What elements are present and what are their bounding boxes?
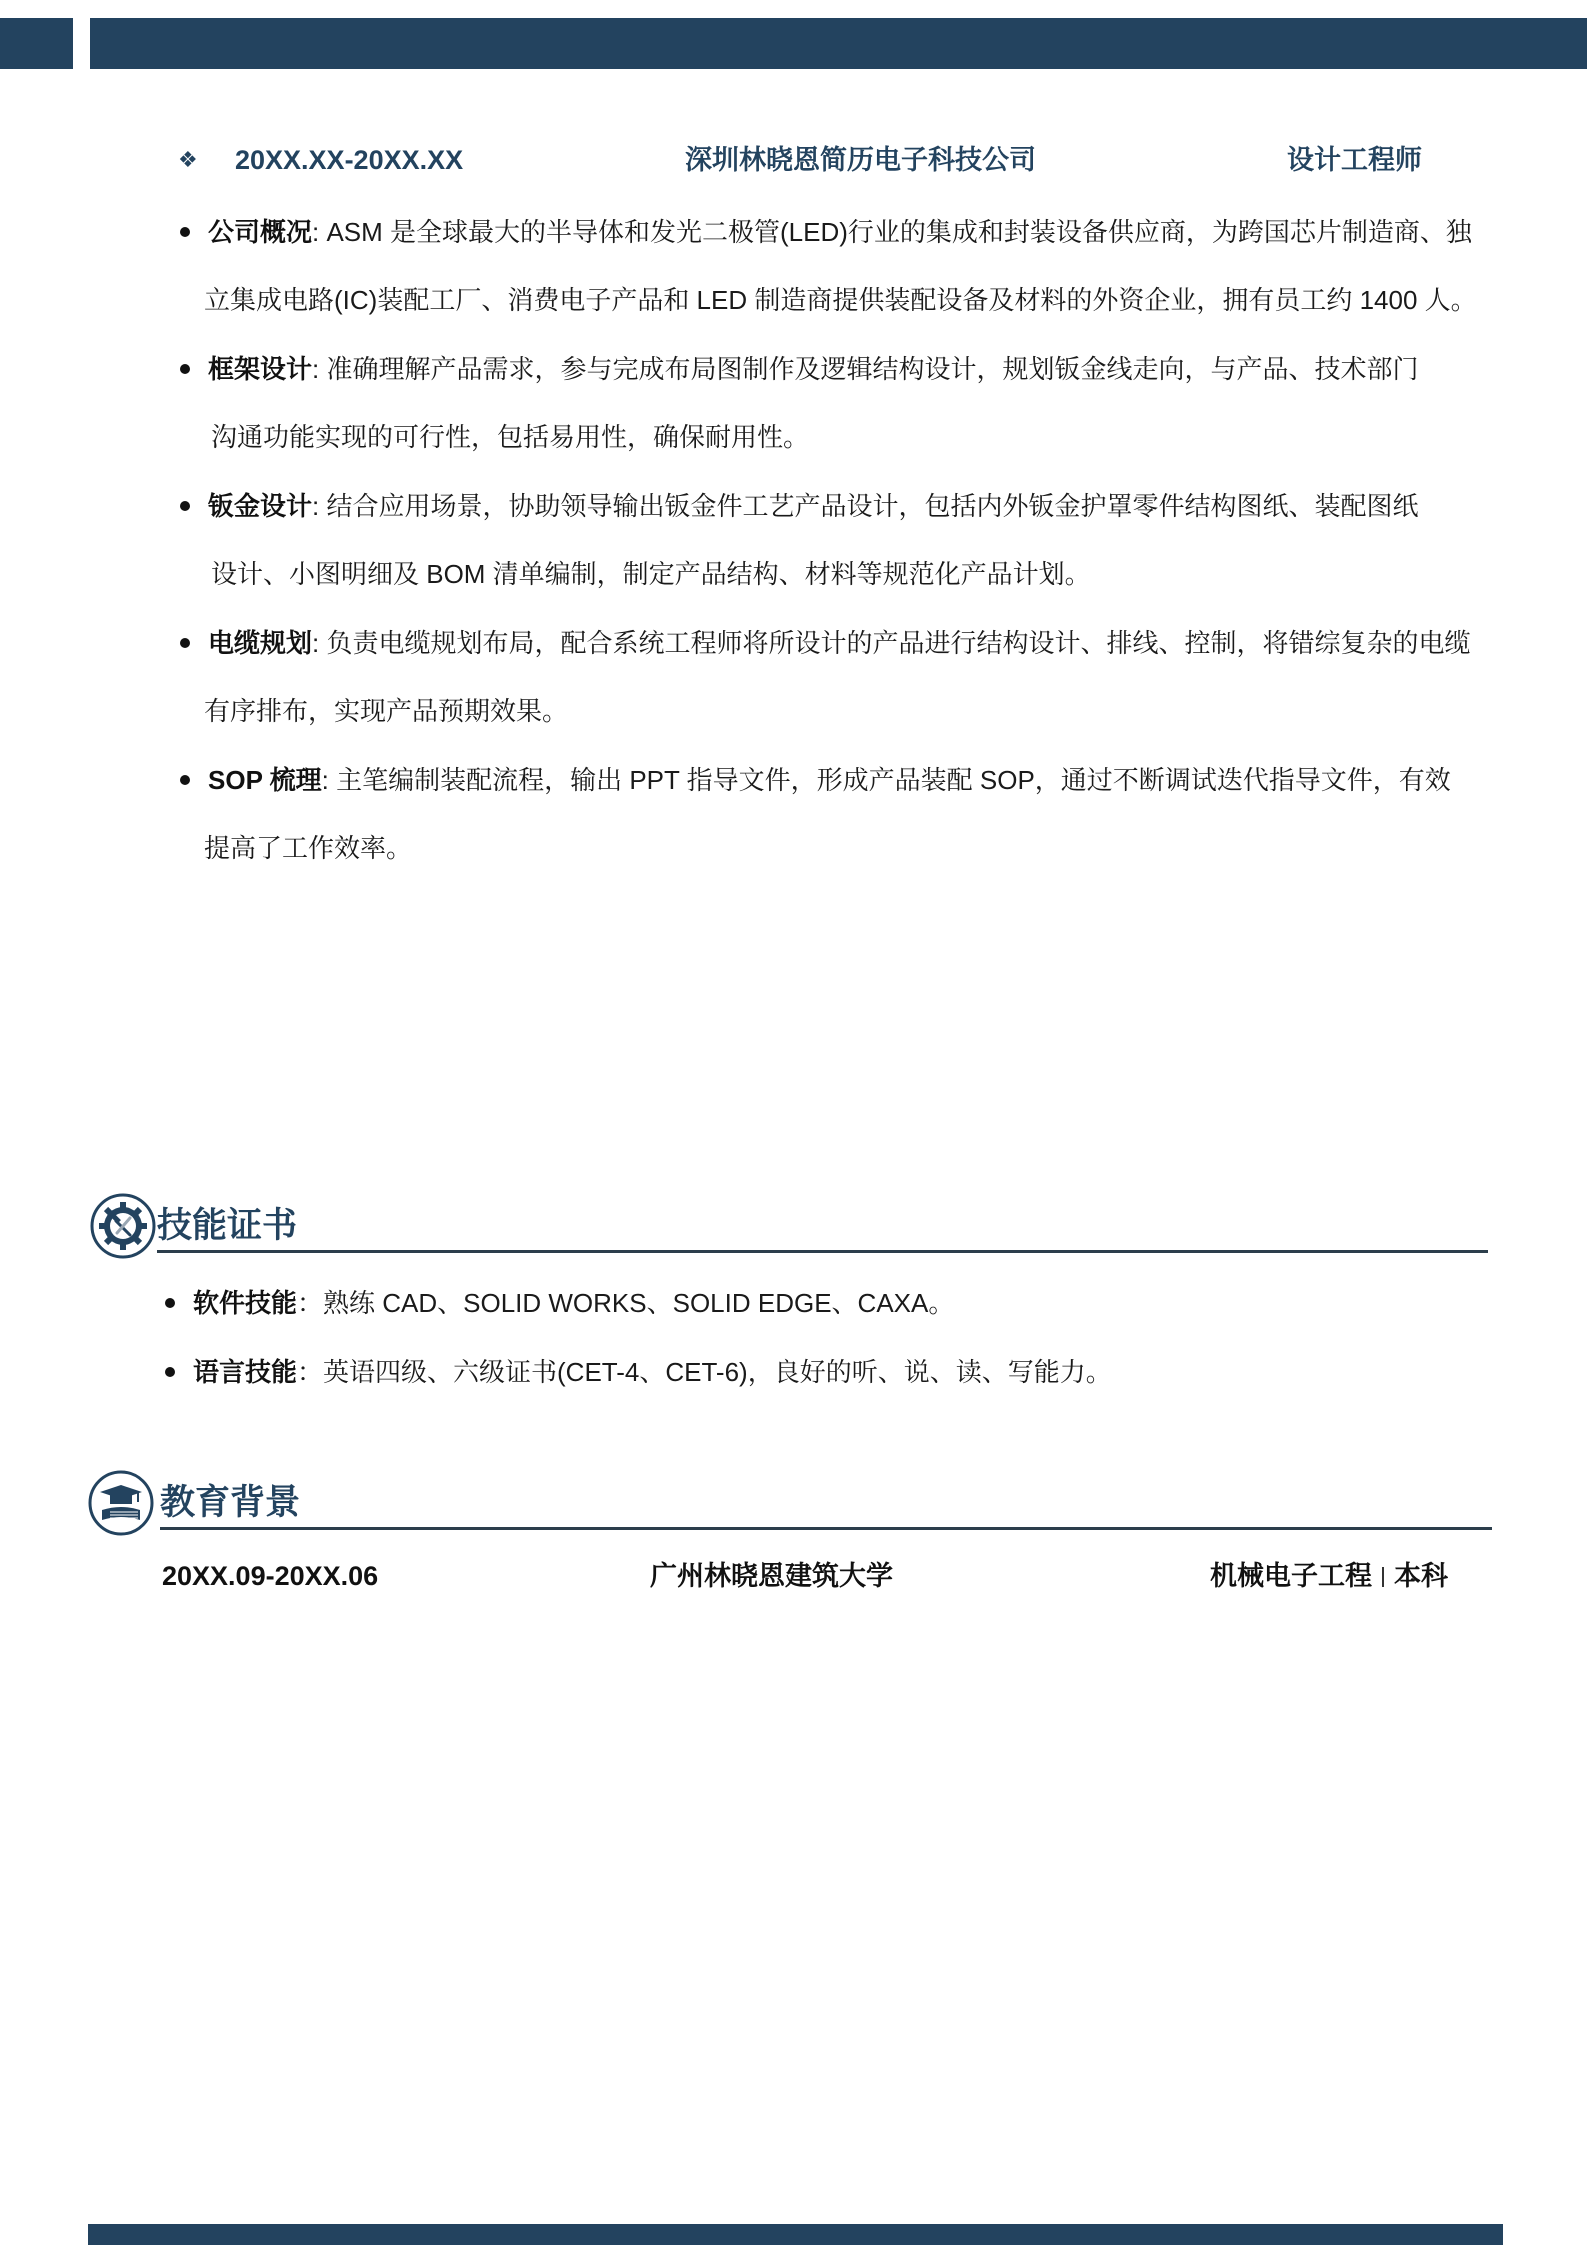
footer-bar bbox=[88, 2224, 1503, 2245]
list-item bbox=[208, 349, 1418, 389]
education-row bbox=[0, 1556, 1587, 1596]
section-divider bbox=[160, 1527, 1492, 1530]
education-degree: 本科 bbox=[1394, 1561, 1448, 1591]
skill-text: ：熟练 CAD、SOLID WORKS、SOLID EDGE、CAXA。 bbox=[297, 1288, 955, 1318]
section-title-skills: 技能证书 bbox=[157, 1206, 298, 1245]
item-text: : 负责电缆规划布局，配合系统工程师将所设计的产品进行结构设计、排线、控制，将错综复杂的电缆 bbox=[312, 628, 1471, 658]
skill-label: 软件技能 bbox=[193, 1288, 298, 1318]
item-text: : 主笔编制装配流程，输出 PPT 指导文件，形成产品装配 SOP，通过不断调试迭代指导文件，有效 bbox=[321, 765, 1451, 795]
item-text-continued: 立集成电路(IC)装配工厂、消费电子产品和 LED 制造商提供装配设备及材料的外资企业，拥有员工约 1400 人。 bbox=[204, 285, 1477, 315]
item-text-continued: 沟通功能实现的可行性，包括易用性，确保耐用性。 bbox=[211, 422, 810, 452]
item-text-continued: 有序排布，实现产品预期效果。 bbox=[204, 696, 569, 726]
bullet-dot-icon bbox=[165, 1298, 175, 1308]
header-bar-right bbox=[90, 18, 1587, 69]
item-label: 电缆规划 bbox=[208, 628, 313, 658]
job-company: 深圳林晓恩简历电子科技公司 bbox=[685, 145, 1036, 175]
list-item bbox=[208, 486, 1418, 526]
item-text: : 结合应用场景，协助领导输出钣金件工艺产品设计，包括内外钣金护罩零件结构图纸、装配图纸 bbox=[312, 491, 1419, 521]
section-title-education: 教育背景 bbox=[160, 1483, 301, 1522]
item-label: 公司概况 bbox=[208, 217, 313, 247]
bullet-dot-icon bbox=[180, 227, 190, 237]
item-label: 框架设计 bbox=[208, 354, 313, 384]
diamond-cluster-icon: ❖ bbox=[178, 147, 198, 172]
header-bar-left bbox=[0, 18, 73, 69]
list-item bbox=[208, 623, 1470, 663]
item-text-continued: 提高了工作效率。 bbox=[204, 833, 413, 863]
job-header bbox=[0, 140, 1587, 180]
education-major-degree bbox=[1210, 1556, 1448, 1596]
gear-tools-icon bbox=[90, 1193, 156, 1259]
list-item bbox=[208, 760, 1451, 800]
separator bbox=[1382, 1567, 1384, 1587]
skill-item bbox=[193, 1283, 954, 1323]
bullet-dot-icon bbox=[180, 775, 190, 785]
bullet-dot-icon bbox=[180, 501, 190, 511]
job-position: 设计工程师 bbox=[1287, 145, 1422, 175]
skill-text: ：英语四级、六级证书(CET-4、CET-6)，良好的听、说、读、写能力。 bbox=[297, 1357, 1112, 1387]
bullet-dot-icon bbox=[180, 364, 190, 374]
job-date-range: 20XX.XX-20XX.XX bbox=[235, 145, 464, 175]
skill-label: 语言技能 bbox=[193, 1357, 298, 1387]
item-text-continued: 设计、小图明细及 BOM 清单编制，制定产品结构、材料等规范化产品计划。 bbox=[211, 559, 1091, 589]
skill-item bbox=[193, 1352, 1112, 1392]
education-school: 广州林晓恩建筑大学 bbox=[650, 1561, 893, 1591]
list-item bbox=[208, 212, 1472, 252]
graduation-cap-book-icon bbox=[88, 1470, 154, 1536]
bullet-dot-icon bbox=[165, 1367, 175, 1377]
bullet-dot-icon bbox=[180, 638, 190, 648]
education-major: 机械电子工程 bbox=[1210, 1561, 1372, 1591]
education-date-range: 20XX.09-20XX.06 bbox=[162, 1561, 379, 1591]
section-divider bbox=[157, 1250, 1488, 1253]
item-text: : ASM 是全球最大的半导体和发光二极管(LED)行业的集成和封装设备供应商，为跨国芯片制造商、独 bbox=[312, 217, 1472, 247]
item-label: SOP 梳理 bbox=[208, 765, 322, 795]
item-label: 钣金设计 bbox=[208, 491, 313, 521]
item-text: : 准确理解产品需求，参与完成布局图制作及逻辑结构设计，规划钣金线走向，与产品、技术部门 bbox=[312, 354, 1419, 384]
